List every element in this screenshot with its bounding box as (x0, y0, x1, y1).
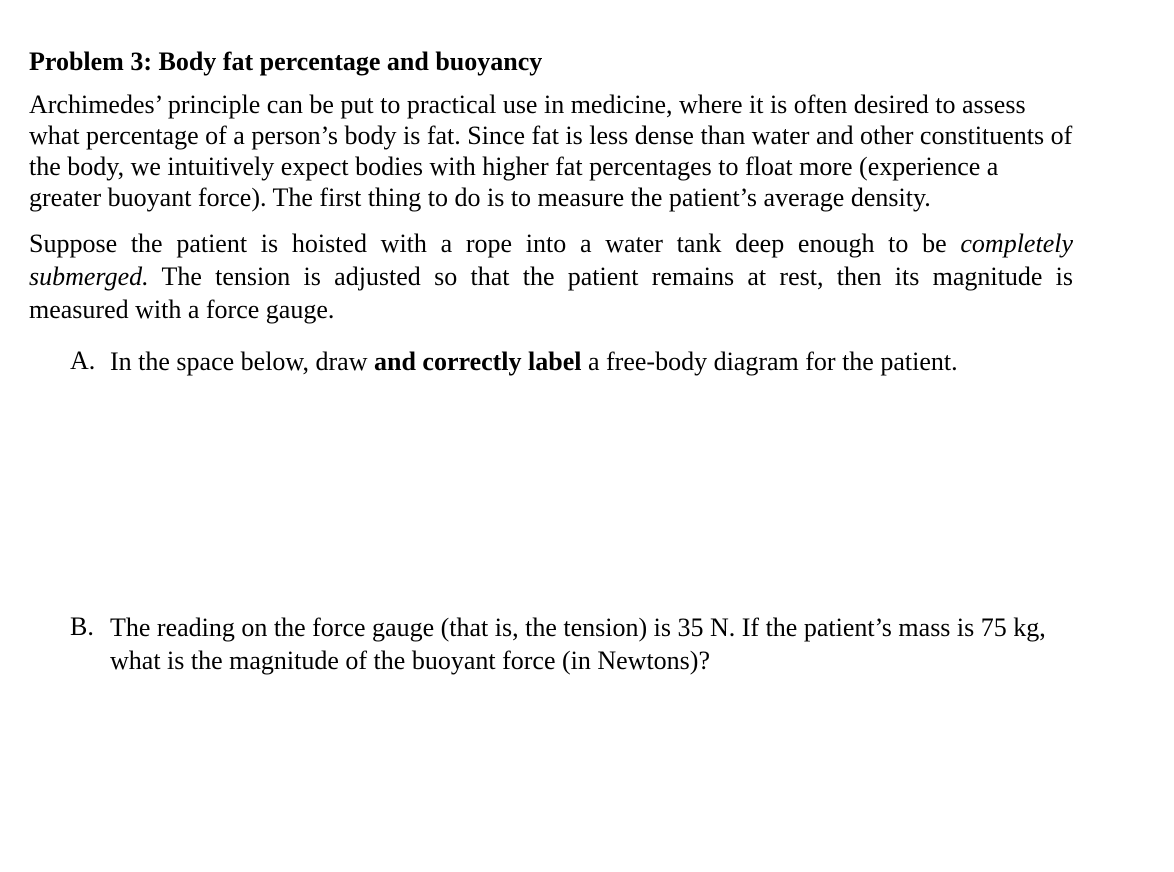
part-b-prompt: The reading on the force gauge (that is, the tension) is 35 N. If the patient’s mass is 75 kg, what is the magnitude of the buoyant force (in Newtons)? (110, 613, 1046, 675)
setup-text-end: The tension is adjusted so that the patient remains at rest, then its magnitude is measured with a force gauge. (29, 262, 1073, 324)
part-b-marker: B. (70, 612, 94, 641)
problem-page (29, 46, 1073, 340)
part-a-text-end: a free-body diagram for the patient. (581, 347, 958, 376)
setup-text-start: Suppose the patient is hoisted with a rope into a water tank deep enough to be (29, 229, 961, 258)
part-b (70, 611, 1080, 677)
part-a-prompt (110, 345, 958, 378)
setup-text-italic: completely submerged. (29, 229, 1073, 291)
part-a-text-start: In the space below, draw (110, 347, 374, 376)
part-a (70, 345, 1080, 378)
intro-paragraph: Archimedes’ principle can be put to practical use in medicine, where it is often desired to assess what percentage of a person’s body is fat. Since fat is less dense than water and other constituents of the body, we intuitively expect bodies with higher fat percentages to float more (experience a greater buoyant force). The first thing to do is to measure the patient’s average density. (29, 90, 1073, 212)
setup-paragraph (29, 227, 1073, 326)
part-a-text-bold: and correctly label (374, 347, 582, 376)
part-a-marker: A. (70, 346, 96, 375)
problem-title: Problem 3: Body fat percentage and buoyancy (29, 47, 543, 76)
